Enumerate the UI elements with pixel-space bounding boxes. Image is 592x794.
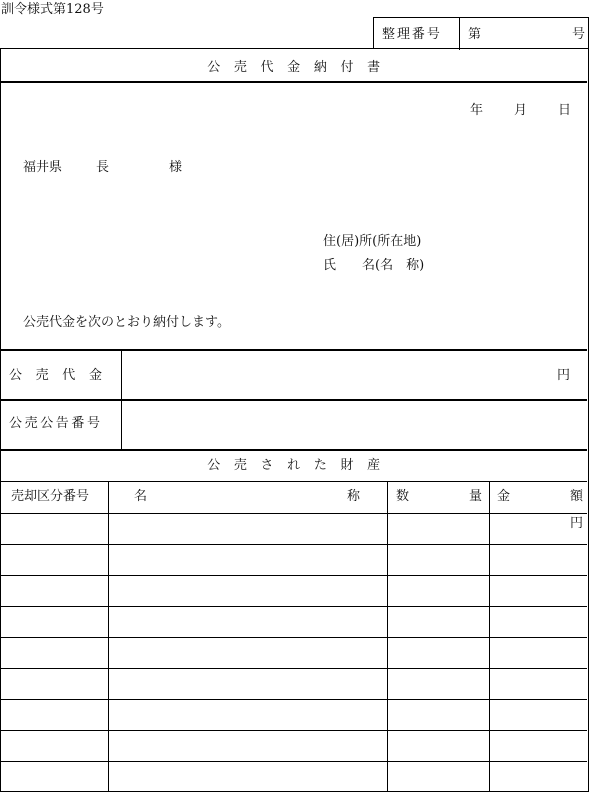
property-amount-unit: 円 — [570, 516, 584, 531]
payment-statement: 公売代金を次のとおり納付します。 — [23, 315, 230, 330]
table-column-line — [489, 481, 490, 791]
form-number: 訓令様式第128号 — [1, 2, 104, 17]
payer-name-label: 氏 名(名 称) — [323, 258, 425, 273]
table-row-line — [1, 761, 587, 762]
table-column-line — [108, 481, 109, 791]
header-amount-left: 金 — [497, 489, 511, 504]
amount-unit: 円 — [557, 368, 571, 383]
form-title: 公売代金納付書 — [207, 60, 394, 75]
header-quantity-right: 量 — [469, 489, 483, 504]
table-row-line — [1, 668, 587, 669]
header-amount-right: 額 — [570, 489, 584, 504]
header-name-right: 称 — [347, 489, 361, 504]
reference-number-box — [373, 17, 589, 49]
table-row-line — [1, 513, 587, 514]
property-section-title: 公売された財産 — [207, 458, 394, 473]
reference-number-label: 整理番号 — [382, 27, 442, 42]
header-quantity-left: 数 — [396, 489, 410, 504]
table-row-line — [1, 699, 587, 700]
table-row-line — [1, 637, 587, 638]
table-row-line — [1, 544, 587, 545]
form-frame — [0, 48, 589, 792]
date-month-label: 月 — [514, 103, 528, 118]
addressee-title: 長 — [96, 160, 110, 175]
table-row-line — [1, 575, 587, 576]
addressee-honorific: 様 — [169, 160, 183, 175]
payer-address-label: 住(居)所(所在地) — [323, 234, 422, 249]
table-row-line — [1, 730, 587, 731]
reference-number-input[interactable] — [484, 28, 564, 42]
table-column-line — [387, 481, 388, 791]
notice-number-input[interactable] — [131, 415, 571, 431]
date-day-label: 日 — [558, 103, 572, 118]
addressee-prefecture: 福井県 — [23, 160, 63, 175]
reference-suffix: 号 — [572, 27, 586, 42]
amount-input[interactable] — [131, 367, 531, 383]
notice-number-label: 公売公告番号 — [9, 416, 103, 431]
table-row-line — [1, 606, 587, 607]
reference-prefix: 第 — [468, 27, 482, 42]
header-name-left: 名 — [134, 489, 148, 504]
date-year-label: 年 — [470, 103, 484, 118]
amount-label: 公売代金 — [9, 368, 116, 383]
header-division-number: 売却区分番号 — [11, 489, 90, 504]
